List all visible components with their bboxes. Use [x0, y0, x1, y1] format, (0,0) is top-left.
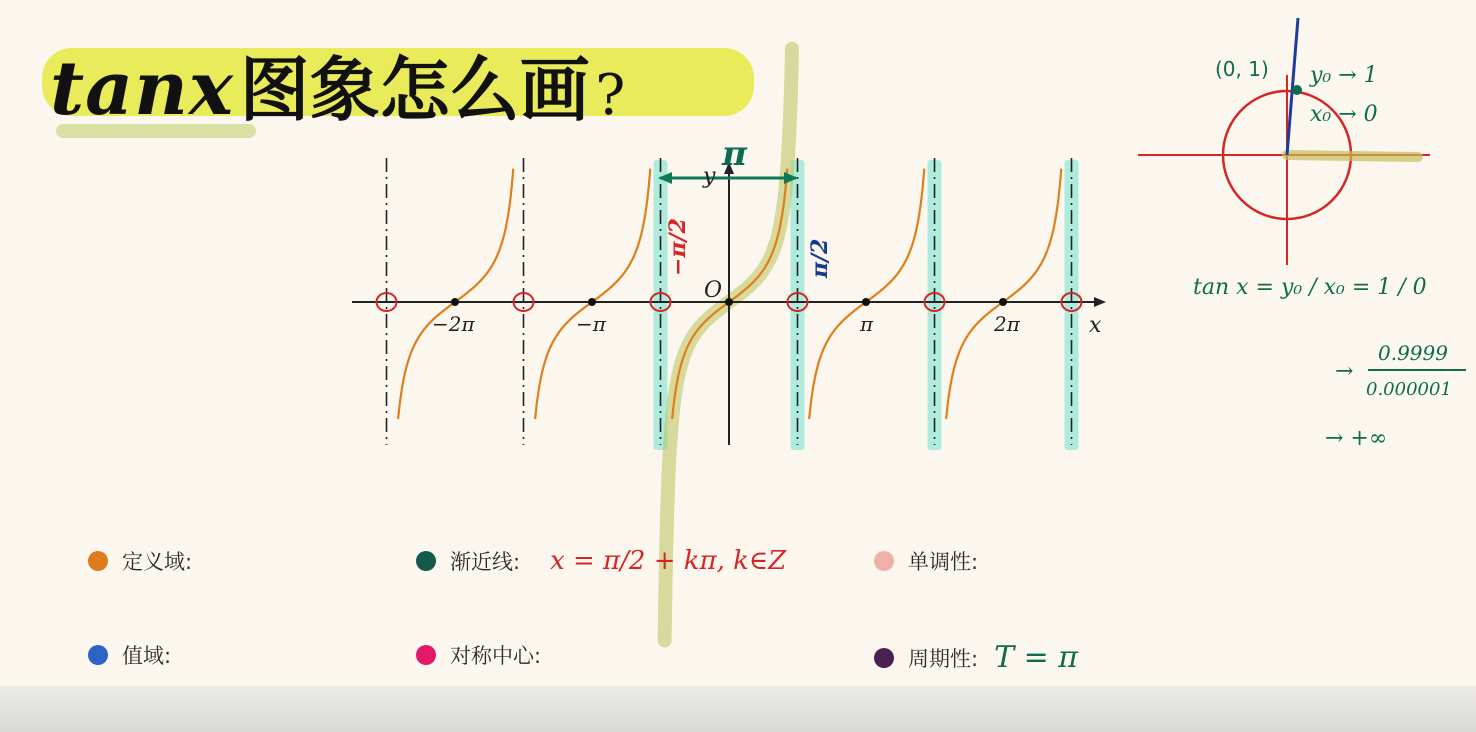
period-formula: T = π: [994, 640, 1079, 675]
y0-limit: y₀ → 1: [1310, 63, 1378, 88]
monotonicity-bullet: [874, 551, 894, 571]
property-label: 周期性:: [908, 646, 979, 671]
x-axis-arrow: [1094, 297, 1106, 307]
domain-bullet: [88, 551, 108, 571]
infinity-limit: → +∞: [1325, 426, 1388, 451]
tick-label-2pi: 2π: [994, 312, 1020, 336]
bottom-bar: [0, 686, 1476, 732]
property-monotonicity: [874, 546, 978, 576]
zero-point: [862, 298, 870, 306]
approx-denominator: 0.000001: [1366, 379, 1452, 400]
property-label: 单调性:: [908, 550, 979, 574]
asymptote-formula: x = π/2 + kπ, k∈Z: [550, 546, 787, 576]
tick-label-neg-pi: −π: [576, 312, 606, 336]
title-question-mark: ?: [595, 63, 626, 128]
zero-point: [999, 298, 1007, 306]
property-asymptote: [416, 546, 786, 576]
title-question: 图象怎么画: [239, 49, 590, 131]
x-axis-label: x: [1089, 313, 1102, 338]
tangent-branch: [535, 169, 650, 419]
unit-circle-sketch: [1138, 18, 1430, 265]
tangent-branch: [809, 169, 924, 419]
property-label: 值域:: [122, 644, 172, 668]
approx-numerator: 0.9999: [1378, 341, 1448, 365]
property-label: 定义域:: [122, 550, 193, 574]
property-domain: [88, 546, 192, 576]
origin-label: O: [704, 278, 723, 303]
zero-point: [588, 298, 596, 306]
symmetry-bullet: [416, 645, 436, 665]
period-label: π: [722, 134, 747, 174]
right-asymptote-label: π/2: [807, 238, 833, 278]
property-label: 对称中心:: [450, 644, 542, 668]
asymptote-bullet: [416, 551, 436, 571]
property-period: [874, 640, 1078, 675]
property-range: [88, 640, 171, 670]
tan-definition: tan x = y₀ / x₀ = 1 / 0: [1193, 275, 1427, 300]
approx-arrow: →: [1335, 359, 1354, 384]
period-bullet: [874, 648, 894, 668]
tick-label-pi: π: [860, 312, 874, 336]
tangent-branch: [398, 169, 513, 419]
tick-label-neg-2pi: −2π: [432, 312, 475, 336]
point-label: (0, 1): [1215, 57, 1269, 81]
x0-limit: x₀ → 0: [1310, 102, 1378, 127]
zero-point: [451, 298, 459, 306]
title-function: tanx: [50, 46, 235, 132]
left-asymptote-label: −π/2: [665, 218, 691, 276]
zero-point: [725, 298, 733, 306]
property-label: 渐近线:: [450, 550, 521, 574]
property-symmetry: [416, 640, 541, 670]
tangent-branch: [946, 169, 1061, 419]
y-axis-label: y: [703, 164, 716, 189]
range-bullet: [88, 645, 108, 665]
